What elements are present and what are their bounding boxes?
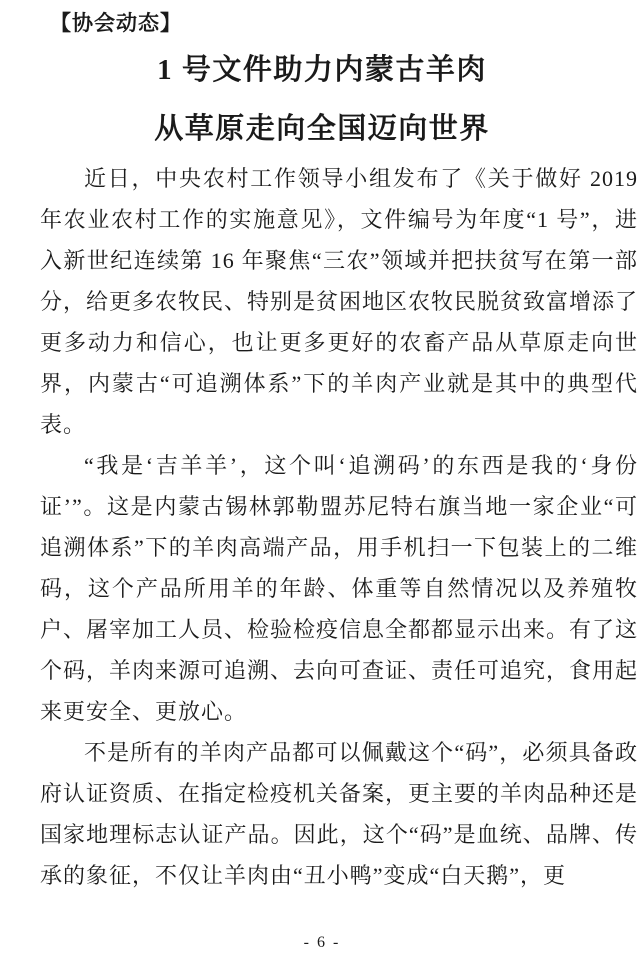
article-title-line1: 1 号文件助力内蒙古羊肉	[157, 54, 487, 86]
article-title-line2: 从草原走向全国迈向世界	[154, 113, 490, 145]
paragraph: 近日，中央农村工作领导小组发布了《关于做好 2019 年农业农村工作的实施意见》，文件编号为年度“1 号”，进入新世纪连续第 16 年聚焦“三农”领域并把扶贫写在第一部分，给更多农牧民、特别是贫困地区农牧民脱贫致富增添了更多动力和信心，也让更多更好的农畜产品从草原走向世界，内蒙古“可追溯体系”下的羊肉产业就是其中的典型代表。	[40, 166, 639, 437]
section-tag: 【协会动态】	[50, 12, 182, 35]
paragraph: 不是所有的羊肉产品都可以佩戴这个“码”，必须具备政府认证资质、在指定检疫机关备案，更主要的羊肉品种还是国家地理标志认证产品。因此，这个“码”是血统、品牌、传承的象征，不仅让羊肉由“丑小鸭”变成“白天鹅”，更	[40, 740, 639, 888]
paragraph: “我是‘吉羊羊’，这个叫‘追溯码’的东西是我的‘身份证’”。这是内蒙古锡林郭勒盟苏尼特右旗当地一家企业“可追溯体系”下的羊肉高端产品，用手机扫一下包装上的二维码，这个产品所用羊的年龄、体重等自然情况以及养殖牧户、屠宰加工人员、检验检疫信息全都都显示出来。有了这个码，羊肉来源可追溯、去向可查证、责任可追究，食用起来更安全、更放心。	[40, 453, 639, 724]
article-body	[40, 158, 638, 896]
page-number: - 6 -	[303, 934, 341, 951]
article-title	[0, 41, 644, 159]
